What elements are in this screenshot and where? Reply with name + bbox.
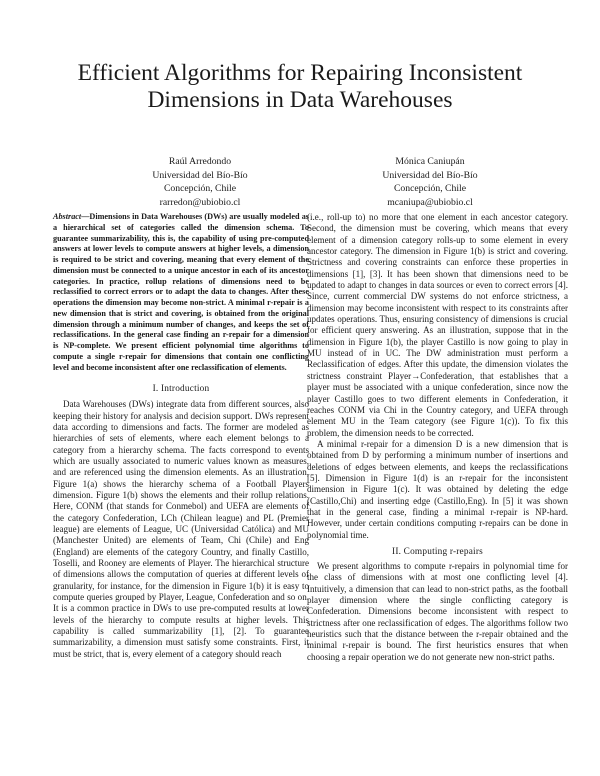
- body-paragraph: A minimal r-repair for a dimension D is a new dimension that is obtained from D by performing a minimum number of insertions and deletions of edges between elements, and keeps the reclassifications [5]. Dimension in Figure 1(d) is an r-repair for the inconsistent dimension in Figure 1(c). It was obtained by deleting the edge (Castillo,Chi) and inserting edge (Castillo,Eng). In [5] it was shown that in the general case, finding a minimal r-repair is NP-hard. However, under certain conditions computing r-repairs can be done in polynomial time.: [307, 438, 568, 540]
- left-column: [53, 212, 309, 660]
- abstract-label: Abstract: [53, 212, 82, 221]
- paper-title: Efficient Algorithms for Repairing Inconsistent Dimensions in Data Warehouses: [77, 60, 523, 113]
- author-location: Concepción, Chile: [163, 183, 237, 195]
- author-email: mcaniupa@ubiobio.cl: [387, 196, 473, 208]
- body-paragraph: (i.e., roll-up to) no more that one element in each ancestor category. Second, the dimension must be covering, which means that every element of a dimension category rolls-up to some element in every ancestor category. The dimension in Figure 1(b) is strict and covering. Strictness and covering constraints can enforce these properties in dimensions [1], [3]. It has been shown that dimensions need to be updated to adapt to changes in data sources or even to correct errors [4]. Since, current commercial DW systems do not enforce strictness, a dimension may become inconsistent with respect to its constraints after updates operations. Thus, ensuring consistency of dimensions is crucial for efficient query answering. As an illustration, suppose that in the dimension in Figure 1(b), the player Castillo is now going to play in MU instead of in UC. The DW administration must perform a Reclassification of edges. After this update, the dimension violates the strictness constraint Player→Confederation, that establishes that a player must be associated with a unique confederation, since now the player Castillo goes to two different elements in Confederation, it reaches CONM via Chi in the Country category, and UEFA through element MU in the Team category (see Figure 1(c)). To fix this problem, the dimension needs to be corrected.: [307, 212, 568, 438]
- section-heading-introduction: I. Introduction: [152, 384, 210, 395]
- section-heading-computing-r-repairs: II. Computing r-repairs: [392, 546, 483, 557]
- section2-paragraph: We present algorithms to compute r-repairs in polynomial time for the class of dimensions with at most one conflicting level [4]. Intuitively, a dimension that can lead to non-strict paths, as the football player dimension where the single conflicting category is Confederation. Dimensions become inconsistent with respect to strictness after one reclassification of edges. The algorithms follow two heuristics such that the distance between the r-repair obtained and the minimal r-repair is bound. The first heuristics ensures that when choosing a repair operation we do not generate new non-strict paths.: [307, 560, 568, 662]
- right-column: [307, 212, 568, 663]
- abstract-text: Dimensions in Data Warehouses (DWs) are usually modeled as a hierarchical set of categories called the dimension schema. To guarantee summarizability, this is, the capability of using pre-computed answers at lower levels to compute answers at higher levels, a dimension is required to be strict and covering, meaning that every element of the dimension must be connected to a unique ancestor in each of its ancestor categories. In practice, rollup relations of dimensions need to be reclassified to correct errors or to adapt the data to changes. After these operations the dimension may become non-strict. A minimal r-repair is a new dimension that is strict and covering, is obtained from the original dimension through a minimum number of changes, and keeps the set of reclassifications. In the general case finding an r-repair for a dimension is NP-complete. We present efficient polynomial time algorithms to compute a single r-repair for dimensions that contain one conflicting level and become inconsistent after one reclassification of elements.: [53, 212, 309, 372]
- author-location: Concepción, Chile: [393, 183, 467, 195]
- author-affiliation: Universidad del Bío-Bío: [382, 169, 478, 181]
- introduction-paragraph: Data Warehouses (DWs) integrate data from different sources, also keeping their history for analysis and decision support. DWs represent data according to dimensions and facts. The former are modeled as hierarchies of sets of elements, where each element belongs to a category from a hierarchy schema. The facts correspond to events which are usually associated to numeric values known as measures, and are referenced using the dimension elements. As an illustration, Figure 1(a) shows the hierarchy schema of a Football Players dimension. Figure 1(b) shows the elements and their rollup relations. Here, CONM (that stands for Conmebol) and UEFA are elements of the category Confederation, LCh (Chilean league) and PL (Premier league) are elements of League, UC (Universidad Católica) and MU (Manchester United) are elements of Team, Chi (Chile) and Eng (England) are elements of the category Country, and finally Castillo, Toselli, and Rooney are elements of Player. The hierarchical structure of dimensions allows the computation of queries at different levels of granularity, for instance, for the dimension in Figure 1(b) it is easy to compute queries grouped by Player, League, Confederation and so on. It is a common practice in DWs to use pre-computed results at lower levels of the hierarchy to compute results at higher levels. This capability is called summarizability [1], [2]. To guarantee summarizability, a dimension must satisfy some constraints. First, it must be strict, that is, every element of a category should reach: [53, 399, 309, 659]
- author-name: Raúl Arredondo: [168, 156, 232, 167]
- author-affiliation: Universidad del Bío-Bío: [152, 169, 248, 181]
- abstract: Abstract—Dimensions in Data Warehouses (DWs) are usually modeled as a hierarchical set of categories called the dimension schema. To guarantee summarizability, this is, the capability of using pre-computed answers at lower levels to compute answers at higher levels, a dimension is required to be strict and covering, meaning that every element of the dimension must be connected to a unique ancestor in each of its ancestor categories. In practice, rollup relations of dimensions need to be reclassified to correct errors or to adapt the data to changes. After these operations the dimension may become non-strict. A minimal r-repair is a new dimension that is strict and covering, is obtained from the original dimension through a minimum number of changes, and keeps the set of reclassifications. In the general case finding an r-repair for a dimension is NP-complete. We present efficient polynomial time algorithms to compute a single r-repair for dimensions that contain one conflicting level and become inconsistent after one reclassification of elements.: [53, 212, 309, 372]
- author-email: rarredon@ubiobio.cl: [159, 196, 241, 208]
- author-name: Mónica Caniupán: [395, 156, 465, 167]
- author-block-1: [85, 155, 315, 209]
- author-block-2: [315, 155, 545, 209]
